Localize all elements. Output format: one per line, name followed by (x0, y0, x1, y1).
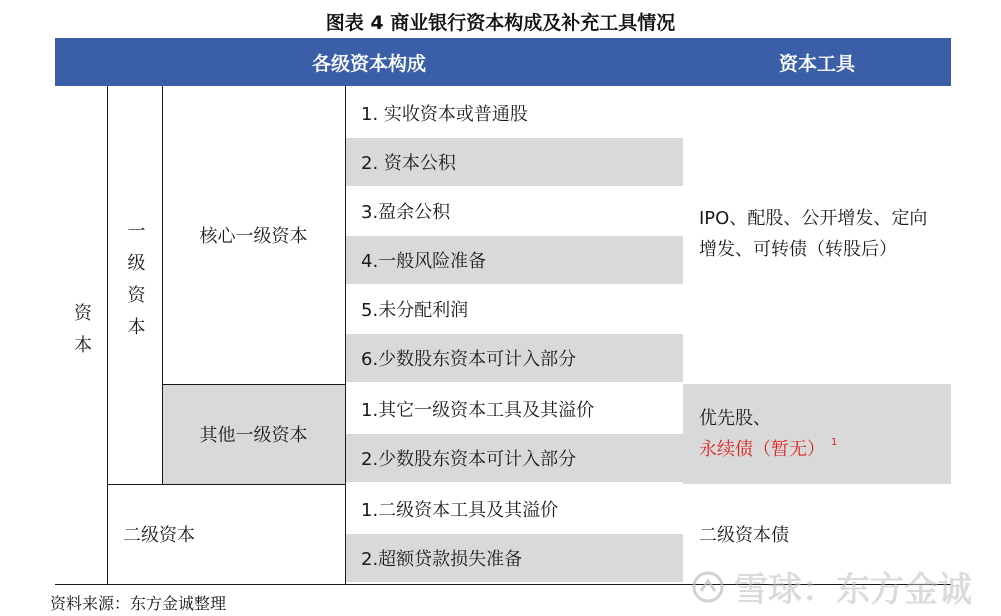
tier1-label: 一级资本 (124, 221, 146, 349)
core-item-3: 3.盈余公积 (361, 202, 451, 223)
other-item-2: 2.少数股东资本可计入部分 (345, 434, 683, 482)
core-item-5: 5.未分配利润 (361, 300, 469, 321)
tier2-tools: 二级资本债 (699, 525, 789, 546)
tier2-item-1: 1.二级资本工具及其溢价 (361, 500, 559, 521)
xueqiu-logo-icon (692, 571, 724, 603)
core-tools: IPO、配股、公开增发、定向增发、可转债（转股后） (699, 208, 928, 260)
other-tools (683, 384, 951, 484)
capital-label: 资本 (71, 303, 92, 367)
core-item-1: 1. 实收资本或普通股 (361, 104, 528, 125)
core-tier1-label: 核心一级资本 (199, 226, 308, 247)
core-item-4: 4.一般风险准备 (345, 236, 683, 284)
footnote-marker: 1 (831, 437, 838, 448)
header-capital-composition: 各级资本构成 (55, 38, 683, 86)
figure-title: 图表 4 商业银行资本构成及补充工具情况 (325, 12, 676, 34)
header-capital-tools: 资本工具 (683, 38, 951, 86)
core-item-6: 6.少数股东资本可计入部分 (345, 334, 683, 382)
grid-line (162, 384, 345, 385)
core-item-2: 2. 资本公积 (345, 138, 683, 186)
other-item-1: 1.其它一级资本工具及其溢价 (361, 400, 595, 421)
other-tools-line2: 永续债（暂无） (699, 439, 825, 460)
watermark-text: 雪球：东方金诚 (734, 570, 972, 610)
watermark (692, 562, 972, 611)
other-tier1-label: 其他一级资本 (199, 425, 308, 446)
grid-line (107, 86, 108, 584)
grid-line (345, 86, 346, 584)
grid-line (107, 484, 345, 485)
source-note: 资料来源：东方金诚整理 (50, 594, 227, 613)
tier2-label: 二级资本 (123, 525, 195, 546)
grid-line (162, 86, 163, 484)
other-tools-line1: 优先股、 (699, 407, 771, 429)
tier2-item-2: 2.超额贷款损失准备 (345, 534, 683, 582)
